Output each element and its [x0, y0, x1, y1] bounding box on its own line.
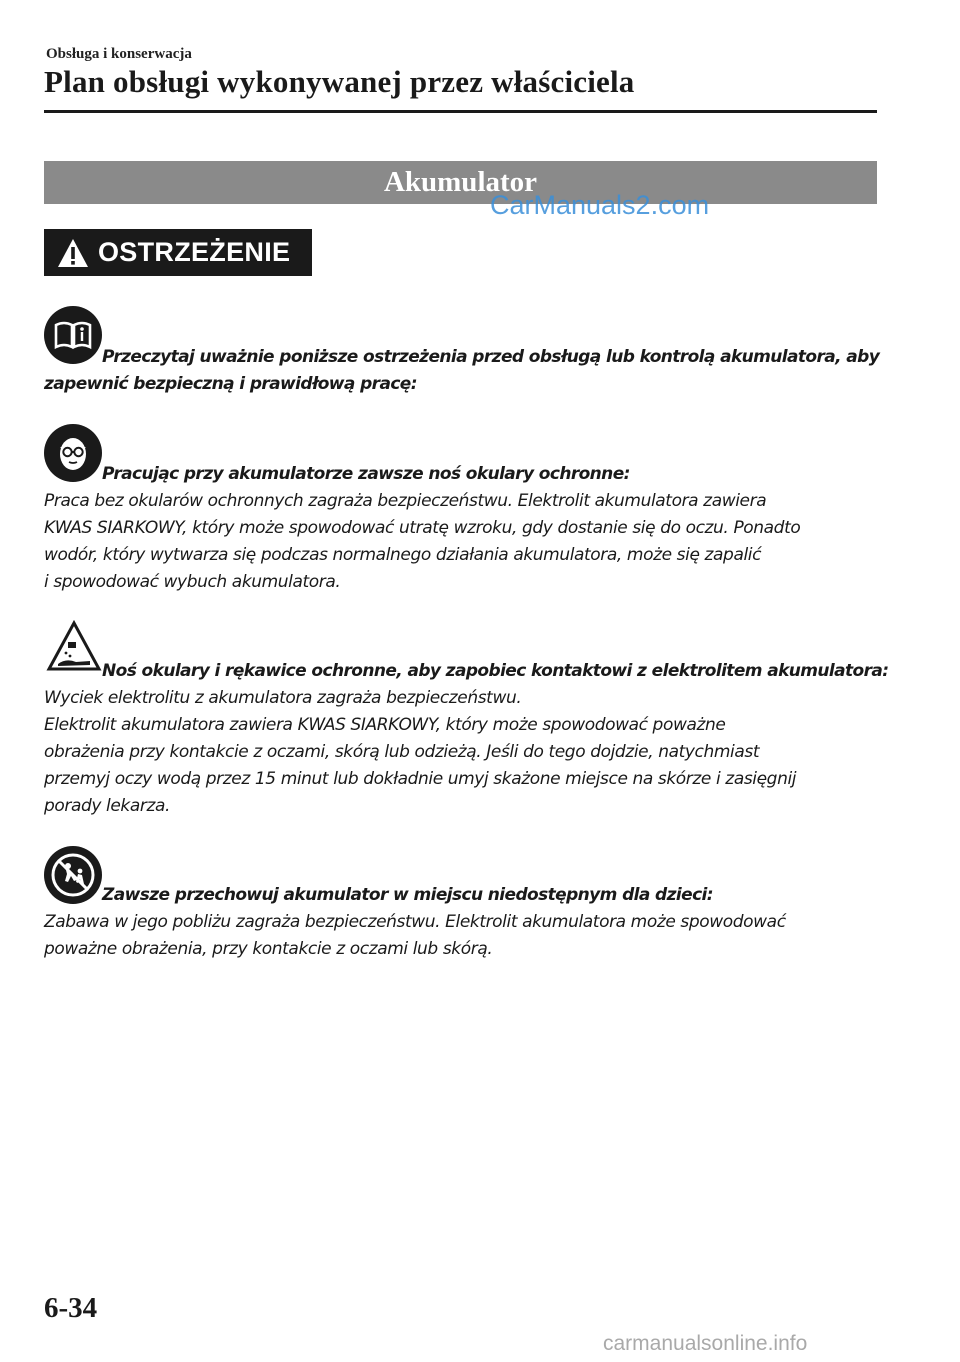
item-body-line: Wyciek elektrolitu z akumulatora zagraża bezpieczeństwu. — [44, 688, 522, 708]
item-heading-line: Pracując przy akumulatorze zawsze noś okulary ochronne: — [102, 464, 630, 484]
warning-badge — [44, 229, 312, 276]
item-heading-line: Noś okulary i rękawice ochronne, aby zapobiec kontaktowi z elektrolitem akumulatora: — [102, 661, 889, 681]
page-number: 6-34 — [44, 1292, 98, 1324]
item-body-line: porady lekarza. — [44, 796, 171, 816]
item-body-line: i spowodować wybuch akumulatora. — [44, 572, 341, 592]
item-body-line: obrażenia przy kontakcie z oczami, skórą lub odzieżą. Jeśli do tego dojdzie, natychmiast — [44, 742, 760, 762]
item-heading-line: Przeczytaj uważnie poniższe ostrzeżenia przed obsługą lub kontrolą akumulatora, aby — [102, 347, 880, 367]
item-body-line: Elektrolit akumulatora zawiera KWAS SIARKOWY, który może spowodować poważne — [44, 715, 726, 735]
item-heading-line: Zawsze przechowuj akumulator w miejscu niedostępnym dla dzieci: — [102, 885, 713, 905]
warning-triangle-icon — [56, 237, 90, 269]
item-body-line: wodór, który wytwarza się podczas normalnego działania akumulatora, może się zapalić — [44, 545, 762, 565]
item-heading-line: zapewnić bezpieczną i prawidłową pracę: — [44, 374, 417, 394]
item-body-line: poważne obrażenia, przy kontakcie z oczami lub skórą. — [44, 939, 493, 959]
item-body-line: KWAS SIARKOWY, który może spowodować utratę wzroku, gdy dostanie się do oczu. Ponadto — [44, 518, 801, 538]
title-divider — [44, 110, 877, 113]
breadcrumb: Obsługa i konserwacja — [46, 46, 192, 62]
item-body-line: Zabawa w jego pobliżu zagraża bezpieczeństwu. Elektrolit akumulatora może spowodować — [44, 912, 786, 932]
warning-label: OSTRZEŻENIE — [98, 237, 291, 267]
section-title: Akumulator — [44, 161, 877, 204]
page-title: Plan obsługi wykonywanej przez właściciela — [44, 64, 635, 99]
watermark-bottom[interactable]: carmanualsonline.info — [603, 1332, 808, 1355]
item-body-line: przemyj oczy wodą przez 15 minut lub dokładnie umyj skażone miejsce na skórze i zasięgnij — [44, 769, 797, 789]
item-body-line: Praca bez okularów ochronnych zagraża bezpieczeństwu. Elektrolit akumulatora zawiera — [44, 491, 767, 511]
watermark-top[interactable]: CarManuals2.com — [490, 190, 710, 220]
